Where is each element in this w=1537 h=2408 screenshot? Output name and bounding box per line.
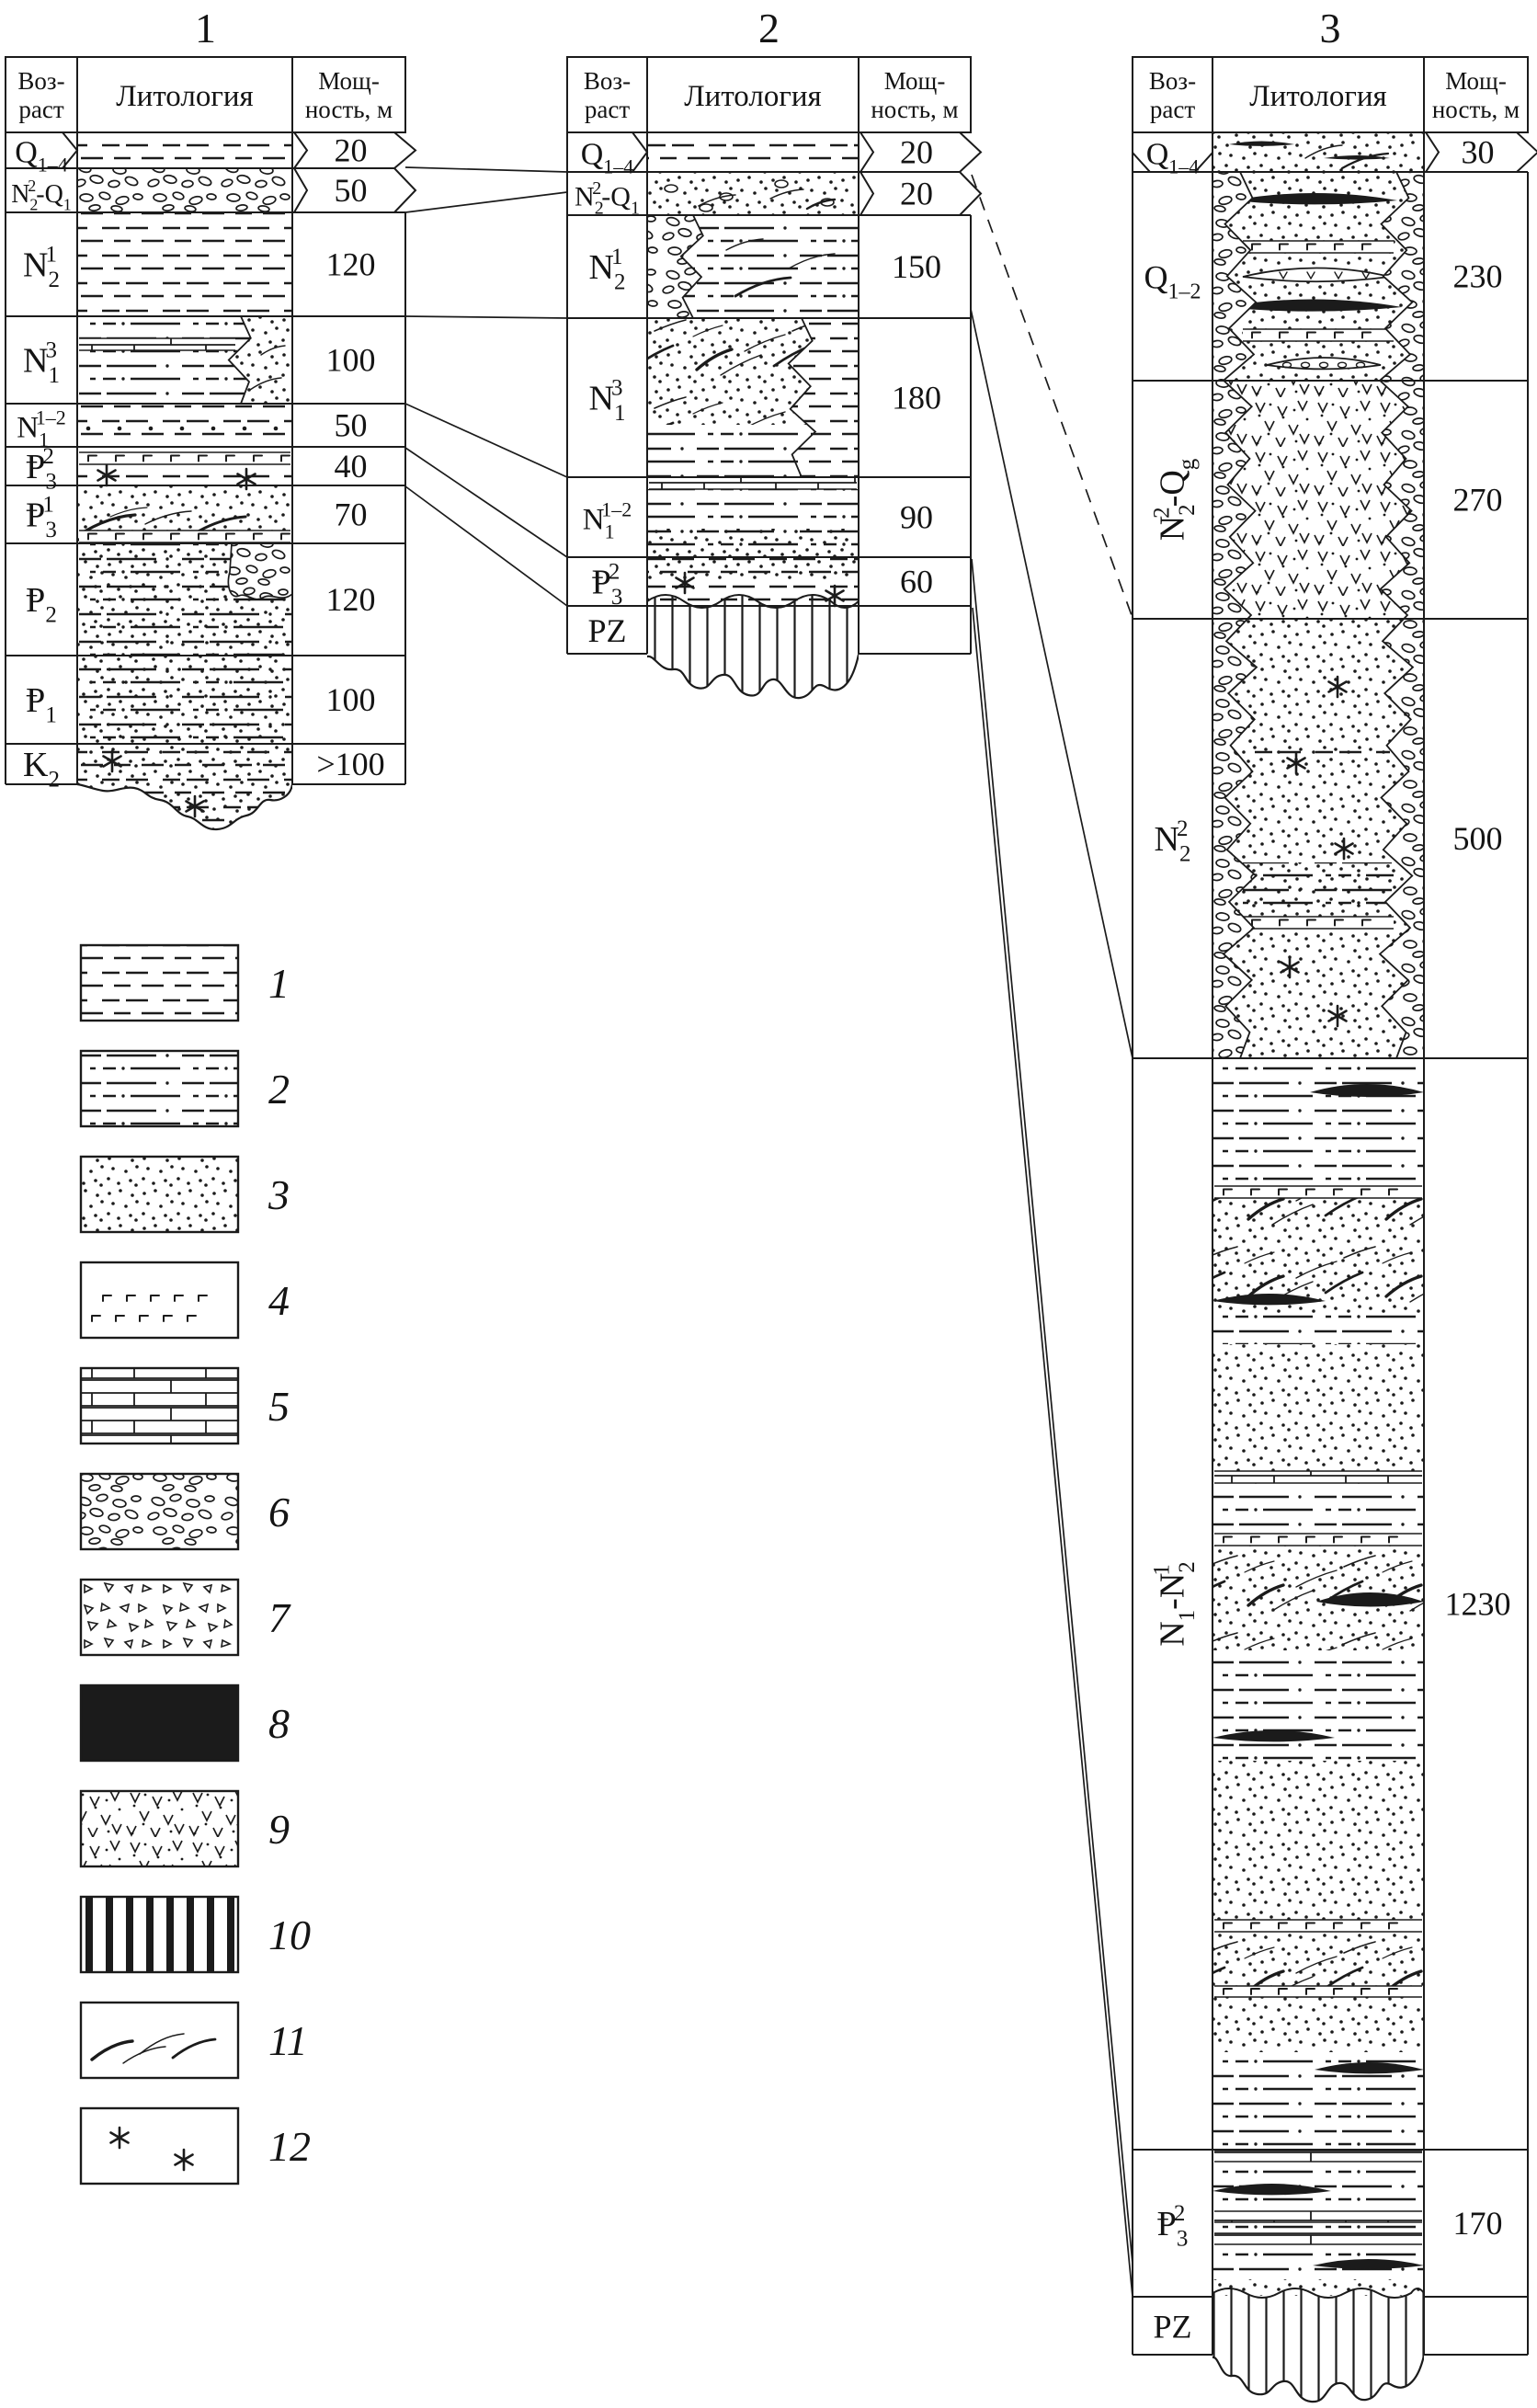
pebble — [665, 185, 677, 192]
gravel-band — [1214, 1920, 1422, 1932]
correlation-line — [405, 167, 567, 172]
legend-number: 11 — [268, 2017, 308, 2064]
correlation-line — [405, 404, 567, 477]
area — [1214, 1986, 1422, 1997]
legend-number: 1 — [268, 960, 290, 1007]
thickness-value: 270 — [1452, 481, 1503, 519]
correlation-line — [405, 316, 567, 318]
sand-dot — [274, 427, 279, 431]
bed-clay — [1213, 1315, 1424, 1344]
column-header — [567, 57, 971, 132]
legend-item-1 — [81, 945, 290, 1021]
bed-clay — [1213, 1058, 1424, 1186]
age-label-col3-row3: $N_22-Q_g$ — [1149, 458, 1200, 542]
column-header — [1133, 57, 1528, 132]
gravel-band — [1214, 1534, 1422, 1546]
age-label-col1-row9: Ᵽ$_1$ — [26, 681, 57, 728]
area — [1243, 329, 1394, 341]
legend-item-2 — [81, 1051, 290, 1126]
bed-sand-overlay — [647, 557, 859, 579]
strat-column-1 — [6, 5, 416, 829]
lithology-fills — [647, 132, 859, 698]
legend-number: 4 — [268, 1277, 290, 1324]
bed-clay — [1213, 2222, 1424, 2233]
legend-number: 3 — [268, 1171, 290, 1218]
header-thickness-line1: Мощ- — [883, 67, 946, 95]
strat-column-2 — [567, 5, 981, 698]
age-label-col1-row8: Ᵽ$_2$ — [26, 581, 57, 628]
header-lithology: Литология — [684, 80, 822, 113]
lithology-fills — [1213, 132, 1424, 2402]
sand-dot — [149, 427, 154, 431]
age-label-col2-row5: $N_11-2$ — [582, 497, 632, 543]
correlation-line — [405, 448, 567, 557]
sand-dot — [86, 427, 91, 431]
thickness-value: 100 — [325, 341, 376, 379]
correlation-line — [973, 608, 1133, 2297]
thickness-value: 500 — [1452, 820, 1503, 857]
sand-dot — [180, 427, 185, 431]
gravel-band — [79, 452, 290, 464]
bed-sand-overlay — [77, 656, 292, 744]
legend-item-10 — [81, 1897, 311, 1972]
clay-interbed — [1248, 741, 1390, 761]
strat-column-3 — [1133, 5, 1537, 2402]
legend — [81, 945, 311, 2184]
bed-silt — [77, 132, 292, 168]
age-label-col1-row3: $N_21$ — [23, 242, 60, 292]
age-label-col3-row5: $N_1-N_21$ — [1149, 1561, 1200, 1647]
pebble-patch-pattern — [228, 543, 292, 599]
area — [1214, 1920, 1422, 1932]
legend-swatch-fill — [81, 1580, 238, 1655]
limestone-band — [649, 477, 857, 489]
thickness-value: 60 — [900, 563, 933, 600]
area — [649, 477, 857, 489]
correlation-line — [971, 309, 1133, 1058]
limestone-band — [79, 338, 235, 350]
header-thickness-line2: ность, м — [304, 96, 393, 123]
legend-item-6 — [81, 1474, 290, 1549]
area — [1214, 2150, 1422, 2162]
thickness-value: 120 — [325, 245, 376, 283]
age-label-col3-row7: PZ — [1153, 2308, 1192, 2345]
age-label-col2-row2: $N_22-Q_1$ — [575, 177, 640, 219]
area — [1243, 917, 1394, 929]
lithology-fills — [77, 132, 292, 829]
legend-swatch-fill — [81, 1051, 238, 1126]
age-label-col3-row6: Ᵽ$_3$2 — [1156, 2201, 1189, 2252]
bed-sand — [1213, 1761, 1424, 1920]
thickness-value: 40 — [334, 448, 368, 485]
header-age-line1: Воз- — [583, 67, 632, 95]
age-label-col2-row4: $N_13$ — [588, 375, 626, 426]
legend-item-7 — [81, 1580, 291, 1655]
thickness-value: 50 — [334, 172, 368, 209]
area — [79, 338, 235, 350]
thickness-value: 100 — [325, 681, 376, 718]
age-label-col1-row7: Ᵽ$_3$1 — [26, 492, 57, 542]
area — [81, 1262, 238, 1338]
legend-number: 9 — [268, 1806, 290, 1853]
bed-conglomerate — [77, 168, 292, 212]
legend-item-12 — [81, 2108, 311, 2184]
gravel-band — [1243, 329, 1394, 341]
area — [1214, 2233, 1422, 2244]
correlation-line — [405, 486, 567, 606]
gravel-band — [1243, 917, 1394, 929]
legend-item-4 — [81, 1262, 290, 1338]
plant-streaks — [1213, 1932, 1424, 1986]
bed-sand — [647, 172, 859, 215]
header-age-line2: раст — [18, 96, 64, 123]
bed-sand — [1213, 132, 1424, 172]
legend-item-9 — [81, 1791, 290, 1866]
age-label-col1-row6: Ᵽ$_3$2 — [26, 444, 57, 495]
legend-number: 2 — [268, 1066, 290, 1113]
header-thickness-line1: Мощ- — [318, 67, 380, 95]
correlation-line — [972, 559, 1133, 2264]
legend-swatch-fill — [81, 1791, 238, 1866]
area — [1214, 1186, 1422, 1198]
thickness-value: 20 — [334, 131, 368, 169]
thickness-value: 20 — [900, 133, 933, 171]
area — [1214, 1534, 1422, 1546]
thickness-value: 150 — [892, 248, 941, 285]
thickness-value: 90 — [900, 498, 933, 536]
legend-swatch-fill — [81, 1474, 238, 1549]
pebble — [775, 180, 788, 188]
age-label-col1-row1: $Q_{1-4}$ — [15, 135, 68, 177]
header-age-line2: раст — [1149, 96, 1196, 123]
column-header — [6, 57, 405, 132]
gravel-band — [79, 531, 290, 542]
bed-clay — [1213, 1650, 1424, 1761]
sand-dot — [118, 427, 122, 431]
age-label-col3-row2: $Q_{1-2}$ — [1144, 258, 1201, 304]
legend-item-3 — [81, 1157, 290, 1232]
thickness-value: 1230 — [1444, 1585, 1511, 1623]
area — [1214, 1471, 1422, 1483]
bed-clay — [77, 404, 292, 447]
thickness-value: 120 — [325, 581, 376, 618]
thickness-value: 70 — [334, 496, 368, 533]
legend-number: 6 — [268, 1489, 290, 1535]
legend-swatch-fill — [81, 1368, 238, 1444]
limestone-band — [1214, 2150, 1422, 2162]
area — [79, 531, 290, 542]
sand-dot — [243, 427, 247, 431]
correlation-line-inferred — [972, 175, 1133, 618]
thickness-value: 20 — [900, 175, 933, 212]
bed-clay — [77, 212, 292, 316]
limestone-band — [1214, 2211, 1422, 2222]
legend-swatch-fill — [81, 1897, 238, 1972]
age-label-col2-row1: $Q_{1-4}$ — [580, 137, 634, 178]
header-age-line1: Воз- — [17, 67, 65, 95]
legend-swatch-fill — [81, 1685, 238, 1761]
legend-item-8 — [81, 1685, 290, 1761]
header-thickness-line2: ность, м — [871, 96, 959, 123]
clay-interbed — [1243, 862, 1394, 917]
sand-dot — [211, 427, 216, 431]
bed-sand — [1213, 1997, 1424, 2052]
area — [79, 452, 290, 464]
bed-clay — [1213, 1483, 1424, 1534]
area — [1243, 241, 1394, 253]
age-label-col2-row6: Ᵽ$_3$2 — [591, 559, 623, 610]
age-label-col2-row3: $N_21$ — [588, 245, 626, 295]
limestone-band — [1214, 2233, 1422, 2244]
header-age-line1: Воз- — [1148, 67, 1197, 95]
age-label-col2-row7: PZ — [587, 612, 627, 649]
age-label-col1-row10: $K_2$ — [23, 746, 60, 793]
header-lithology: Литология — [1249, 80, 1387, 113]
age-label-col1-row5: $N_11-2$ — [17, 405, 66, 451]
age-label-col1-row2: $N_22-Q_1$ — [11, 177, 72, 214]
thickness-value: 230 — [1452, 257, 1503, 295]
age-label-col3-row4: $N_22$ — [1154, 816, 1191, 867]
legend-number: 10 — [268, 1912, 311, 1958]
legend-swatch-fill — [81, 945, 238, 1021]
legend-number: 12 — [268, 2123, 311, 2170]
bed-sand-overlay — [647, 529, 859, 557]
thickness-value: 170 — [1452, 2205, 1503, 2242]
thickness-value: 180 — [892, 379, 941, 417]
header-thickness-line2: ность, м — [1431, 96, 1520, 123]
legend-swatch-fill — [81, 1157, 238, 1232]
column-number-title: 1 — [195, 5, 216, 51]
header-thickness-line1: Мощ- — [1445, 67, 1507, 95]
age-label-col1-row4: $N_13$ — [23, 337, 60, 388]
legend-item-5 — [81, 1368, 290, 1444]
area — [1214, 2211, 1422, 2222]
gravel-band — [1214, 1986, 1422, 1997]
legend-number: 7 — [268, 1594, 290, 1641]
legend-number: 5 — [268, 1383, 290, 1430]
basement-body — [647, 595, 859, 698]
legend-number: 8 — [268, 1700, 290, 1747]
correlation-line — [405, 192, 567, 212]
bed-sand — [1213, 1344, 1424, 1471]
legend-item-11 — [81, 2003, 308, 2078]
age-label-col3-row1: $Q_{1-4}$ — [1145, 137, 1200, 178]
thickness-value: 50 — [334, 406, 368, 444]
area — [81, 2108, 238, 2184]
gravel-band — [1243, 241, 1394, 253]
column-number-title: 2 — [758, 5, 780, 51]
thickness-value: 30 — [1461, 133, 1495, 171]
column-number-title: 3 — [1319, 5, 1341, 51]
thickness-value: >100 — [316, 746, 385, 782]
limestone-band — [1214, 1471, 1422, 1483]
header-age-line2: раст — [584, 96, 631, 123]
bed-silt — [647, 132, 859, 172]
gravel-band — [1214, 1186, 1422, 1198]
header-lithology: Литология — [116, 80, 254, 113]
